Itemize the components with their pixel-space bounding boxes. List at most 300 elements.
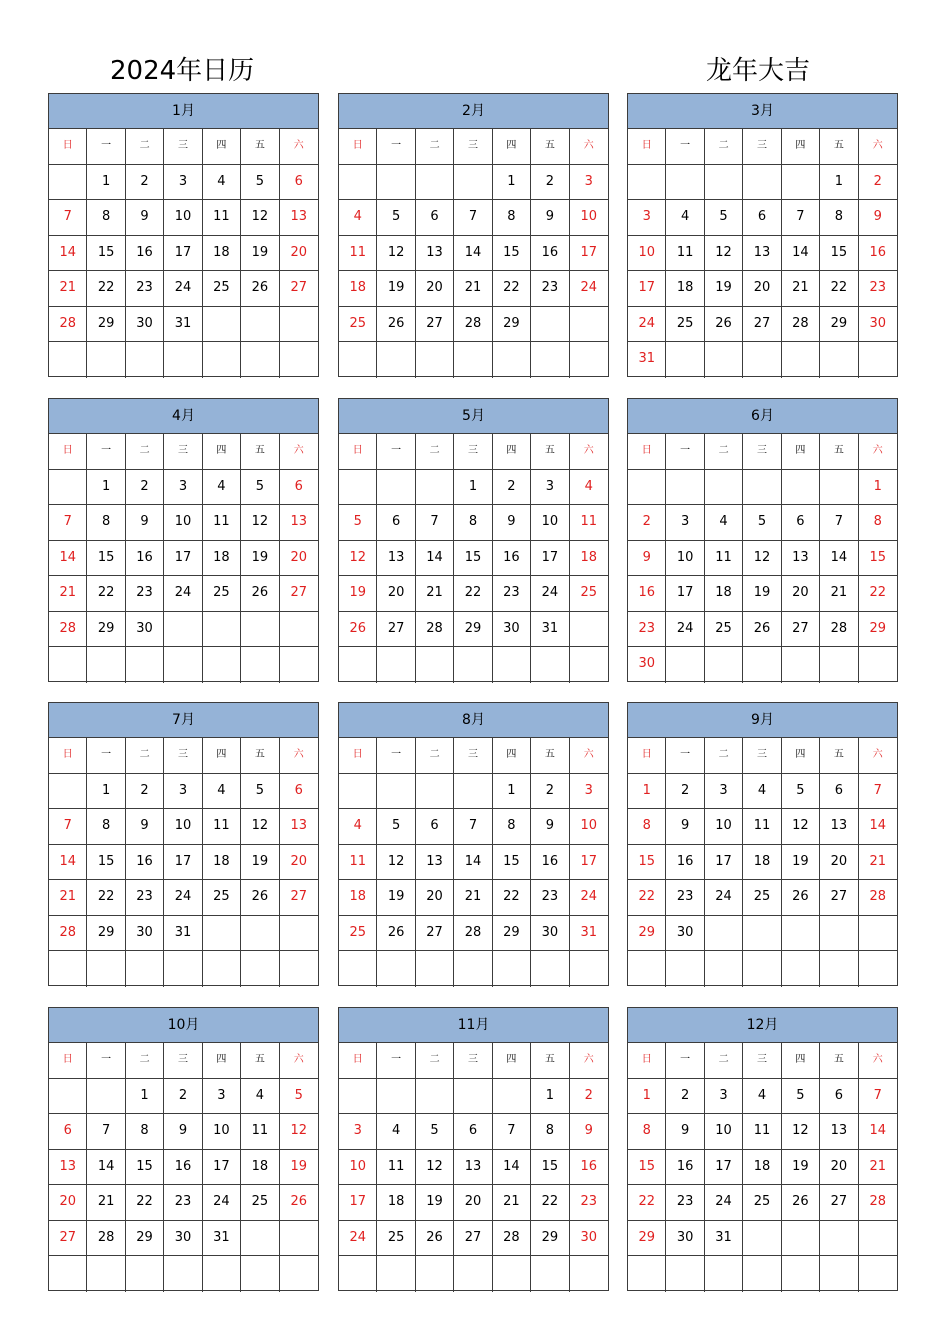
day-cell[interactable]: 29 <box>628 916 666 952</box>
day-cell[interactable]: 5 <box>280 1079 318 1115</box>
day-cell[interactable]: 4 <box>570 470 608 506</box>
day-cell[interactable]: 15 <box>531 1150 569 1186</box>
day-cell[interactable]: 13 <box>416 845 454 881</box>
day-cell[interactable]: 19 <box>782 845 820 881</box>
day-cell[interactable]: 8 <box>493 809 531 845</box>
day-cell[interactable]: 11 <box>666 236 704 272</box>
day-cell[interactable]: 25 <box>339 307 377 343</box>
day-cell[interactable]: 19 <box>705 271 743 307</box>
day-cell[interactable]: 1 <box>87 470 125 506</box>
day-cell[interactable]: 27 <box>820 880 858 916</box>
day-cell[interactable]: 20 <box>454 1185 492 1221</box>
day-cell[interactable]: 18 <box>339 271 377 307</box>
day-cell[interactable]: 11 <box>203 505 241 541</box>
day-cell[interactable]: 25 <box>705 612 743 648</box>
day-cell[interactable]: 29 <box>493 307 531 343</box>
day-cell[interactable]: 20 <box>280 541 318 577</box>
day-cell[interactable]: 10 <box>705 809 743 845</box>
day-cell[interactable]: 22 <box>493 271 531 307</box>
day-cell[interactable]: 14 <box>454 845 492 881</box>
day-cell[interactable]: 23 <box>628 612 666 648</box>
day-cell[interactable]: 22 <box>628 1185 666 1221</box>
day-cell[interactable]: 20 <box>820 1150 858 1186</box>
day-cell[interactable]: 27 <box>280 880 318 916</box>
day-cell[interactable]: 12 <box>377 236 415 272</box>
day-cell[interactable]: 3 <box>705 1079 743 1115</box>
day-cell[interactable]: 3 <box>666 505 704 541</box>
day-cell[interactable]: 19 <box>280 1150 318 1186</box>
day-cell[interactable]: 29 <box>87 307 125 343</box>
day-cell[interactable]: 3 <box>203 1079 241 1115</box>
day-cell[interactable]: 24 <box>164 880 202 916</box>
day-cell[interactable]: 18 <box>203 236 241 272</box>
day-cell[interactable]: 25 <box>203 576 241 612</box>
day-cell[interactable]: 15 <box>820 236 858 272</box>
day-cell[interactable]: 16 <box>126 236 164 272</box>
day-cell[interactable]: 7 <box>49 505 87 541</box>
day-cell[interactable]: 17 <box>203 1150 241 1186</box>
day-cell[interactable]: 1 <box>820 165 858 201</box>
day-cell[interactable]: 5 <box>782 1079 820 1115</box>
day-cell[interactable]: 20 <box>820 845 858 881</box>
day-cell[interactable]: 21 <box>49 880 87 916</box>
day-cell[interactable]: 13 <box>454 1150 492 1186</box>
day-cell[interactable]: 17 <box>705 1150 743 1186</box>
day-cell[interactable]: 1 <box>126 1079 164 1115</box>
day-cell[interactable]: 3 <box>164 165 202 201</box>
day-cell[interactable]: 21 <box>493 1185 531 1221</box>
day-cell[interactable]: 10 <box>203 1114 241 1150</box>
day-cell[interactable]: 8 <box>820 200 858 236</box>
day-cell[interactable]: 4 <box>203 470 241 506</box>
day-cell[interactable]: 15 <box>628 845 666 881</box>
day-cell[interactable]: 13 <box>280 505 318 541</box>
day-cell[interactable]: 27 <box>280 271 318 307</box>
day-cell[interactable]: 19 <box>339 576 377 612</box>
day-cell[interactable]: 28 <box>782 307 820 343</box>
day-cell[interactable]: 11 <box>705 541 743 577</box>
day-cell[interactable]: 26 <box>782 880 820 916</box>
day-cell[interactable]: 8 <box>454 505 492 541</box>
day-cell[interactable]: 25 <box>339 916 377 952</box>
day-cell[interactable]: 1 <box>87 774 125 810</box>
day-cell[interactable]: 22 <box>628 880 666 916</box>
day-cell[interactable]: 20 <box>280 845 318 881</box>
day-cell[interactable]: 21 <box>859 1150 897 1186</box>
day-cell[interactable]: 10 <box>531 505 569 541</box>
day-cell[interactable]: 5 <box>782 774 820 810</box>
day-cell[interactable]: 8 <box>493 200 531 236</box>
day-cell[interactable]: 4 <box>377 1114 415 1150</box>
day-cell[interactable]: 15 <box>859 541 897 577</box>
day-cell[interactable]: 14 <box>454 236 492 272</box>
day-cell[interactable]: 3 <box>628 200 666 236</box>
day-cell[interactable]: 18 <box>339 880 377 916</box>
day-cell[interactable]: 21 <box>49 271 87 307</box>
day-cell[interactable]: 7 <box>49 809 87 845</box>
day-cell[interactable]: 9 <box>493 505 531 541</box>
day-cell[interactable]: 23 <box>859 271 897 307</box>
day-cell[interactable]: 18 <box>241 1150 279 1186</box>
day-cell[interactable]: 31 <box>628 342 666 378</box>
day-cell[interactable]: 7 <box>87 1114 125 1150</box>
day-cell[interactable]: 26 <box>416 1221 454 1257</box>
day-cell[interactable]: 15 <box>628 1150 666 1186</box>
day-cell[interactable]: 29 <box>493 916 531 952</box>
day-cell[interactable]: 26 <box>339 612 377 648</box>
day-cell[interactable]: 2 <box>666 774 704 810</box>
day-cell[interactable]: 16 <box>531 845 569 881</box>
day-cell[interactable]: 8 <box>87 505 125 541</box>
day-cell[interactable]: 17 <box>628 271 666 307</box>
day-cell[interactable]: 14 <box>416 541 454 577</box>
day-cell[interactable]: 9 <box>666 1114 704 1150</box>
day-cell[interactable]: 18 <box>377 1185 415 1221</box>
day-cell[interactable]: 21 <box>416 576 454 612</box>
day-cell[interactable]: 2 <box>570 1079 608 1115</box>
day-cell[interactable]: 19 <box>377 271 415 307</box>
day-cell[interactable]: 22 <box>87 880 125 916</box>
day-cell[interactable]: 24 <box>164 576 202 612</box>
day-cell[interactable]: 10 <box>164 809 202 845</box>
day-cell[interactable]: 27 <box>743 307 781 343</box>
day-cell[interactable]: 3 <box>164 470 202 506</box>
day-cell[interactable]: 10 <box>666 541 704 577</box>
day-cell[interactable]: 11 <box>203 809 241 845</box>
day-cell[interactable]: 28 <box>49 307 87 343</box>
day-cell[interactable]: 7 <box>416 505 454 541</box>
day-cell[interactable]: 10 <box>164 505 202 541</box>
day-cell[interactable]: 8 <box>859 505 897 541</box>
day-cell[interactable]: 3 <box>705 774 743 810</box>
day-cell[interactable]: 12 <box>339 541 377 577</box>
day-cell[interactable]: 5 <box>743 505 781 541</box>
day-cell[interactable]: 17 <box>164 541 202 577</box>
day-cell[interactable]: 31 <box>705 1221 743 1257</box>
day-cell[interactable]: 3 <box>164 774 202 810</box>
day-cell[interactable]: 13 <box>820 809 858 845</box>
day-cell[interactable]: 30 <box>493 612 531 648</box>
day-cell[interactable]: 9 <box>570 1114 608 1150</box>
day-cell[interactable]: 20 <box>416 271 454 307</box>
day-cell[interactable]: 17 <box>339 1185 377 1221</box>
day-cell[interactable]: 16 <box>570 1150 608 1186</box>
day-cell[interactable]: 17 <box>666 576 704 612</box>
day-cell[interactable]: 31 <box>570 916 608 952</box>
day-cell[interactable]: 1 <box>531 1079 569 1115</box>
day-cell[interactable]: 6 <box>49 1114 87 1150</box>
day-cell[interactable]: 12 <box>705 236 743 272</box>
day-cell[interactable]: 6 <box>416 809 454 845</box>
day-cell[interactable]: 25 <box>570 576 608 612</box>
day-cell[interactable]: 12 <box>280 1114 318 1150</box>
day-cell[interactable]: 24 <box>164 271 202 307</box>
day-cell[interactable]: 26 <box>782 1185 820 1221</box>
day-cell[interactable]: 28 <box>454 307 492 343</box>
day-cell[interactable]: 8 <box>87 200 125 236</box>
day-cell[interactable]: 5 <box>705 200 743 236</box>
day-cell[interactable]: 30 <box>126 307 164 343</box>
day-cell[interactable]: 20 <box>743 271 781 307</box>
day-cell[interactable]: 13 <box>743 236 781 272</box>
day-cell[interactable]: 2 <box>493 470 531 506</box>
day-cell[interactable]: 11 <box>570 505 608 541</box>
day-cell[interactable]: 12 <box>416 1150 454 1186</box>
day-cell[interactable]: 29 <box>820 307 858 343</box>
day-cell[interactable]: 10 <box>705 1114 743 1150</box>
day-cell[interactable]: 3 <box>339 1114 377 1150</box>
day-cell[interactable]: 1 <box>87 165 125 201</box>
day-cell[interactable]: 7 <box>49 200 87 236</box>
day-cell[interactable]: 23 <box>570 1185 608 1221</box>
day-cell[interactable]: 27 <box>820 1185 858 1221</box>
day-cell[interactable]: 8 <box>628 809 666 845</box>
day-cell[interactable]: 29 <box>859 612 897 648</box>
day-cell[interactable]: 14 <box>859 809 897 845</box>
day-cell[interactable]: 2 <box>859 165 897 201</box>
day-cell[interactable]: 13 <box>782 541 820 577</box>
day-cell[interactable]: 11 <box>203 200 241 236</box>
day-cell[interactable]: 10 <box>570 200 608 236</box>
day-cell[interactable]: 3 <box>570 774 608 810</box>
day-cell[interactable]: 19 <box>377 880 415 916</box>
day-cell[interactable]: 2 <box>531 774 569 810</box>
day-cell[interactable]: 5 <box>416 1114 454 1150</box>
day-cell[interactable]: 9 <box>531 809 569 845</box>
day-cell[interactable]: 30 <box>666 1221 704 1257</box>
day-cell[interactable]: 6 <box>377 505 415 541</box>
day-cell[interactable]: 13 <box>49 1150 87 1186</box>
day-cell[interactable]: 22 <box>454 576 492 612</box>
day-cell[interactable]: 18 <box>203 541 241 577</box>
day-cell[interactable]: 16 <box>493 541 531 577</box>
day-cell[interactable]: 23 <box>126 880 164 916</box>
day-cell[interactable]: 21 <box>454 880 492 916</box>
day-cell[interactable]: 12 <box>743 541 781 577</box>
day-cell[interactable]: 9 <box>531 200 569 236</box>
day-cell[interactable]: 29 <box>87 612 125 648</box>
day-cell[interactable]: 8 <box>87 809 125 845</box>
day-cell[interactable]: 28 <box>454 916 492 952</box>
day-cell[interactable]: 24 <box>570 880 608 916</box>
day-cell[interactable]: 6 <box>743 200 781 236</box>
day-cell[interactable]: 6 <box>454 1114 492 1150</box>
day-cell[interactable]: 11 <box>339 845 377 881</box>
day-cell[interactable]: 6 <box>782 505 820 541</box>
day-cell[interactable]: 15 <box>493 845 531 881</box>
day-cell[interactable]: 13 <box>416 236 454 272</box>
day-cell[interactable]: 2 <box>126 774 164 810</box>
day-cell[interactable]: 28 <box>493 1221 531 1257</box>
day-cell[interactable]: 22 <box>859 576 897 612</box>
day-cell[interactable]: 9 <box>666 809 704 845</box>
day-cell[interactable]: 21 <box>49 576 87 612</box>
day-cell[interactable]: 4 <box>743 774 781 810</box>
day-cell[interactable]: 12 <box>241 505 279 541</box>
day-cell[interactable]: 21 <box>859 845 897 881</box>
day-cell[interactable]: 22 <box>126 1185 164 1221</box>
day-cell[interactable]: 2 <box>666 1079 704 1115</box>
day-cell[interactable]: 14 <box>49 236 87 272</box>
day-cell[interactable]: 19 <box>743 576 781 612</box>
day-cell[interactable]: 19 <box>782 1150 820 1186</box>
day-cell[interactable]: 5 <box>377 200 415 236</box>
day-cell[interactable]: 2 <box>531 165 569 201</box>
day-cell[interactable]: 22 <box>820 271 858 307</box>
day-cell[interactable]: 28 <box>49 612 87 648</box>
day-cell[interactable]: 6 <box>280 470 318 506</box>
day-cell[interactable]: 6 <box>820 1079 858 1115</box>
day-cell[interactable]: 4 <box>339 809 377 845</box>
day-cell[interactable]: 25 <box>666 307 704 343</box>
day-cell[interactable]: 24 <box>705 880 743 916</box>
day-cell[interactable]: 17 <box>164 845 202 881</box>
day-cell[interactable]: 23 <box>126 271 164 307</box>
day-cell[interactable]: 24 <box>203 1185 241 1221</box>
day-cell[interactable]: 26 <box>241 271 279 307</box>
day-cell[interactable]: 23 <box>164 1185 202 1221</box>
day-cell[interactable]: 15 <box>126 1150 164 1186</box>
day-cell[interactable]: 7 <box>454 809 492 845</box>
day-cell[interactable]: 10 <box>339 1150 377 1186</box>
day-cell[interactable]: 15 <box>87 845 125 881</box>
day-cell[interactable]: 24 <box>570 271 608 307</box>
day-cell[interactable]: 19 <box>241 541 279 577</box>
day-cell[interactable]: 26 <box>705 307 743 343</box>
day-cell[interactable]: 1 <box>493 774 531 810</box>
day-cell[interactable]: 19 <box>416 1185 454 1221</box>
day-cell[interactable]: 26 <box>280 1185 318 1221</box>
day-cell[interactable]: 10 <box>628 236 666 272</box>
day-cell[interactable]: 20 <box>416 880 454 916</box>
day-cell[interactable]: 14 <box>820 541 858 577</box>
day-cell[interactable]: 5 <box>241 165 279 201</box>
day-cell[interactable]: 4 <box>705 505 743 541</box>
day-cell[interactable]: 29 <box>531 1221 569 1257</box>
day-cell[interactable]: 31 <box>164 307 202 343</box>
day-cell[interactable]: 12 <box>782 1114 820 1150</box>
day-cell[interactable]: 16 <box>666 845 704 881</box>
day-cell[interactable]: 7 <box>859 774 897 810</box>
day-cell[interactable]: 5 <box>241 774 279 810</box>
day-cell[interactable]: 27 <box>280 576 318 612</box>
day-cell[interactable]: 27 <box>416 307 454 343</box>
day-cell[interactable]: 31 <box>164 916 202 952</box>
day-cell[interactable]: 7 <box>782 200 820 236</box>
day-cell[interactable]: 1 <box>628 774 666 810</box>
day-cell[interactable]: 19 <box>241 845 279 881</box>
day-cell[interactable]: 7 <box>859 1079 897 1115</box>
day-cell[interactable]: 2 <box>126 165 164 201</box>
day-cell[interactable]: 14 <box>87 1150 125 1186</box>
day-cell[interactable]: 5 <box>241 470 279 506</box>
day-cell[interactable]: 5 <box>377 809 415 845</box>
day-cell[interactable]: 7 <box>493 1114 531 1150</box>
day-cell[interactable]: 26 <box>377 307 415 343</box>
day-cell[interactable]: 21 <box>782 271 820 307</box>
day-cell[interactable]: 29 <box>126 1221 164 1257</box>
day-cell[interactable]: 14 <box>782 236 820 272</box>
day-cell[interactable]: 2 <box>628 505 666 541</box>
day-cell[interactable]: 9 <box>126 809 164 845</box>
day-cell[interactable]: 27 <box>377 612 415 648</box>
day-cell[interactable]: 20 <box>49 1185 87 1221</box>
day-cell[interactable]: 18 <box>570 541 608 577</box>
day-cell[interactable]: 4 <box>241 1079 279 1115</box>
day-cell[interactable]: 10 <box>570 809 608 845</box>
day-cell[interactable]: 24 <box>531 576 569 612</box>
day-cell[interactable]: 29 <box>628 1221 666 1257</box>
day-cell[interactable]: 18 <box>743 845 781 881</box>
day-cell[interactable]: 28 <box>416 612 454 648</box>
day-cell[interactable]: 18 <box>743 1150 781 1186</box>
day-cell[interactable]: 15 <box>87 541 125 577</box>
day-cell[interactable]: 30 <box>531 916 569 952</box>
day-cell[interactable]: 29 <box>87 916 125 952</box>
day-cell[interactable]: 25 <box>203 880 241 916</box>
day-cell[interactable]: 28 <box>820 612 858 648</box>
day-cell[interactable]: 16 <box>628 576 666 612</box>
day-cell[interactable]: 19 <box>241 236 279 272</box>
day-cell[interactable]: 6 <box>820 774 858 810</box>
day-cell[interactable]: 30 <box>126 612 164 648</box>
day-cell[interactable]: 21 <box>87 1185 125 1221</box>
day-cell[interactable]: 16 <box>126 845 164 881</box>
day-cell[interactable]: 17 <box>570 236 608 272</box>
day-cell[interactable]: 26 <box>377 916 415 952</box>
day-cell[interactable]: 12 <box>241 200 279 236</box>
day-cell[interactable]: 1 <box>454 470 492 506</box>
day-cell[interactable]: 3 <box>570 165 608 201</box>
day-cell[interactable]: 22 <box>87 271 125 307</box>
day-cell[interactable]: 26 <box>241 576 279 612</box>
day-cell[interactable]: 15 <box>493 236 531 272</box>
day-cell[interactable]: 12 <box>241 809 279 845</box>
day-cell[interactable]: 18 <box>203 845 241 881</box>
day-cell[interactable]: 9 <box>126 200 164 236</box>
day-cell[interactable]: 25 <box>743 880 781 916</box>
day-cell[interactable]: 15 <box>454 541 492 577</box>
day-cell[interactable]: 17 <box>164 236 202 272</box>
day-cell[interactable]: 29 <box>454 612 492 648</box>
day-cell[interactable]: 23 <box>666 880 704 916</box>
day-cell[interactable]: 30 <box>666 916 704 952</box>
day-cell[interactable]: 25 <box>743 1185 781 1221</box>
day-cell[interactable]: 23 <box>531 271 569 307</box>
day-cell[interactable]: 18 <box>666 271 704 307</box>
day-cell[interactable]: 11 <box>743 1114 781 1150</box>
day-cell[interactable]: 30 <box>164 1221 202 1257</box>
day-cell[interactable]: 2 <box>126 470 164 506</box>
day-cell[interactable]: 25 <box>241 1185 279 1221</box>
day-cell[interactable]: 28 <box>859 1185 897 1221</box>
day-cell[interactable]: 14 <box>859 1114 897 1150</box>
day-cell[interactable]: 16 <box>164 1150 202 1186</box>
day-cell[interactable]: 4 <box>339 200 377 236</box>
day-cell[interactable]: 20 <box>280 236 318 272</box>
day-cell[interactable]: 8 <box>531 1114 569 1150</box>
day-cell[interactable]: 24 <box>339 1221 377 1257</box>
day-cell[interactable]: 25 <box>203 271 241 307</box>
day-cell[interactable]: 6 <box>416 200 454 236</box>
day-cell[interactable]: 27 <box>454 1221 492 1257</box>
day-cell[interactable]: 17 <box>570 845 608 881</box>
day-cell[interactable]: 8 <box>628 1114 666 1150</box>
day-cell[interactable]: 21 <box>454 271 492 307</box>
day-cell[interactable]: 17 <box>531 541 569 577</box>
day-cell[interactable]: 31 <box>203 1221 241 1257</box>
day-cell[interactable]: 18 <box>705 576 743 612</box>
